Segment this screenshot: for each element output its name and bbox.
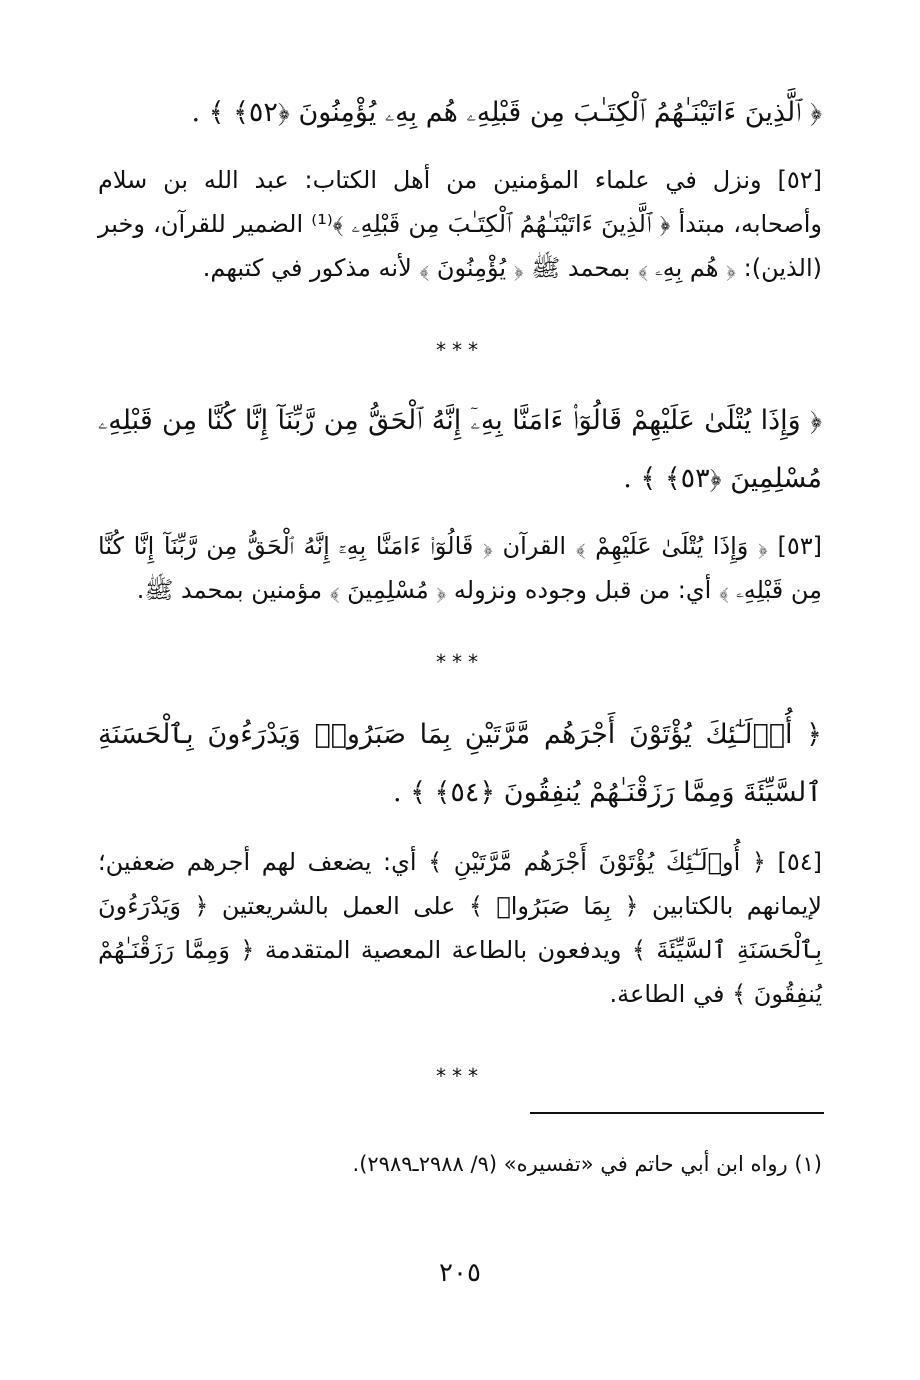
tafsir-53: [٥٣] ﴿ وَإِذَا يُتْلَىٰ عَلَيْهِمْ ﴾ القرآن ﴿ قَالُوٓا۟ ءَامَنَّا بِهِۦٓ إِنَّهُ ٱلْحَقُّ مِن رَّبِّنَآ إِنَّا كُنَّا مِن قَبْلِهِۦ ﴾ أي: من قبل وجوده ونزوله ﴿ مُسْلِمِينَ ﴾ مؤمنين بمحمد ﷺ. [98,532,822,604]
page-number: ٢٠٥ [439,1258,481,1288]
tafsir-54: [٥٤] ﴿ أُو۟لَـٰٓئِكَ يُؤْتَوْنَ أَجْرَهُم مَّرَّتَيْنِ ﴾ أي: يضعف لهم أجرهم ضعفين؛ لإيمانهم بالكتابين ﴿ بِمَا صَبَرُوا۟ ﴾ على العمل بالشريعتين ﴿ وَيَدْرَءُونَ بِٱلْحَسَنَةِ ٱلسَّيِّئَةَ ﴾ ويدفعون بالطاعة المعصية المتقدمة ﴿ وَمِمَّا رَزَقْنَـٰهُمْ يُنفِقُونَ ﴾ في الطاعة. [98,848,822,1008]
tafsir-52: [٥٢] ونزل في علماء المؤمنين من أهل الكتاب: عبد الله بن سلام وأصحابه، مبتدأ ﴿ ٱلَّذِينَ ءَاتَيْنَـٰهُمُ ٱلْكِتَـٰبَ مِن قَبْلِهِۦ ﴾⁽¹⁾ الضمير للقرآن، وخبر (الذين): ﴿ هُم بِهِۦ ﴾ بمحمد ﷺ ﴿ يُؤْمِنُونَ ﴾ لأنه مذكور في كتبهم. [98,166,822,282]
verse-54: ﴿ أُو۟لَـٰٓئِكَ يُؤْتَوْنَ أَجْرَهُم مَّرَّتَيْنِ بِمَا صَبَرُوا۟ وَيَدْرَءُونَ بِٱلْحَسَنَةِ ٱلسَّيِّئَةَ وَمِمَّا رَزَقْنَـٰهُمْ يُنفِقُونَ ﴿٥٤﴾ ﴾ . [98,719,822,808]
footnote-1: (١) رواه ابن أبي حاتم في «تفسيره» (٩/ ٢٩٨٨ـ٢٩٨٩). [352,1152,822,1176]
footnote-divider [530,1112,824,1114]
verse-53: ﴿ وَإِذَا يُتْلَىٰ عَلَيْهِمْ قَالُوٓا۟ ءَامَنَّا بِهِۦٓ إِنَّهُ ٱلْحَقُّ مِن رَّبِّنَآ إِنَّا كُنَّا مِن قَبْلِهِۦ مُسْلِمِينَ ﴿٥٣﴾ ﴾ . [98,405,822,494]
section-separator-2: *** [436,650,484,674]
section-separator-1: *** [436,338,484,362]
section-separator-3: *** [436,1064,484,1088]
verse-52: ﴿ ٱلَّذِينَ ءَاتَيْنَـٰهُمُ ٱلْكِتَـٰبَ مِن قَبْلِهِۦ هُم بِهِۦ يُؤْمِنُونَ ﴿٥٢﴾ ﴾ . [191,97,822,128]
